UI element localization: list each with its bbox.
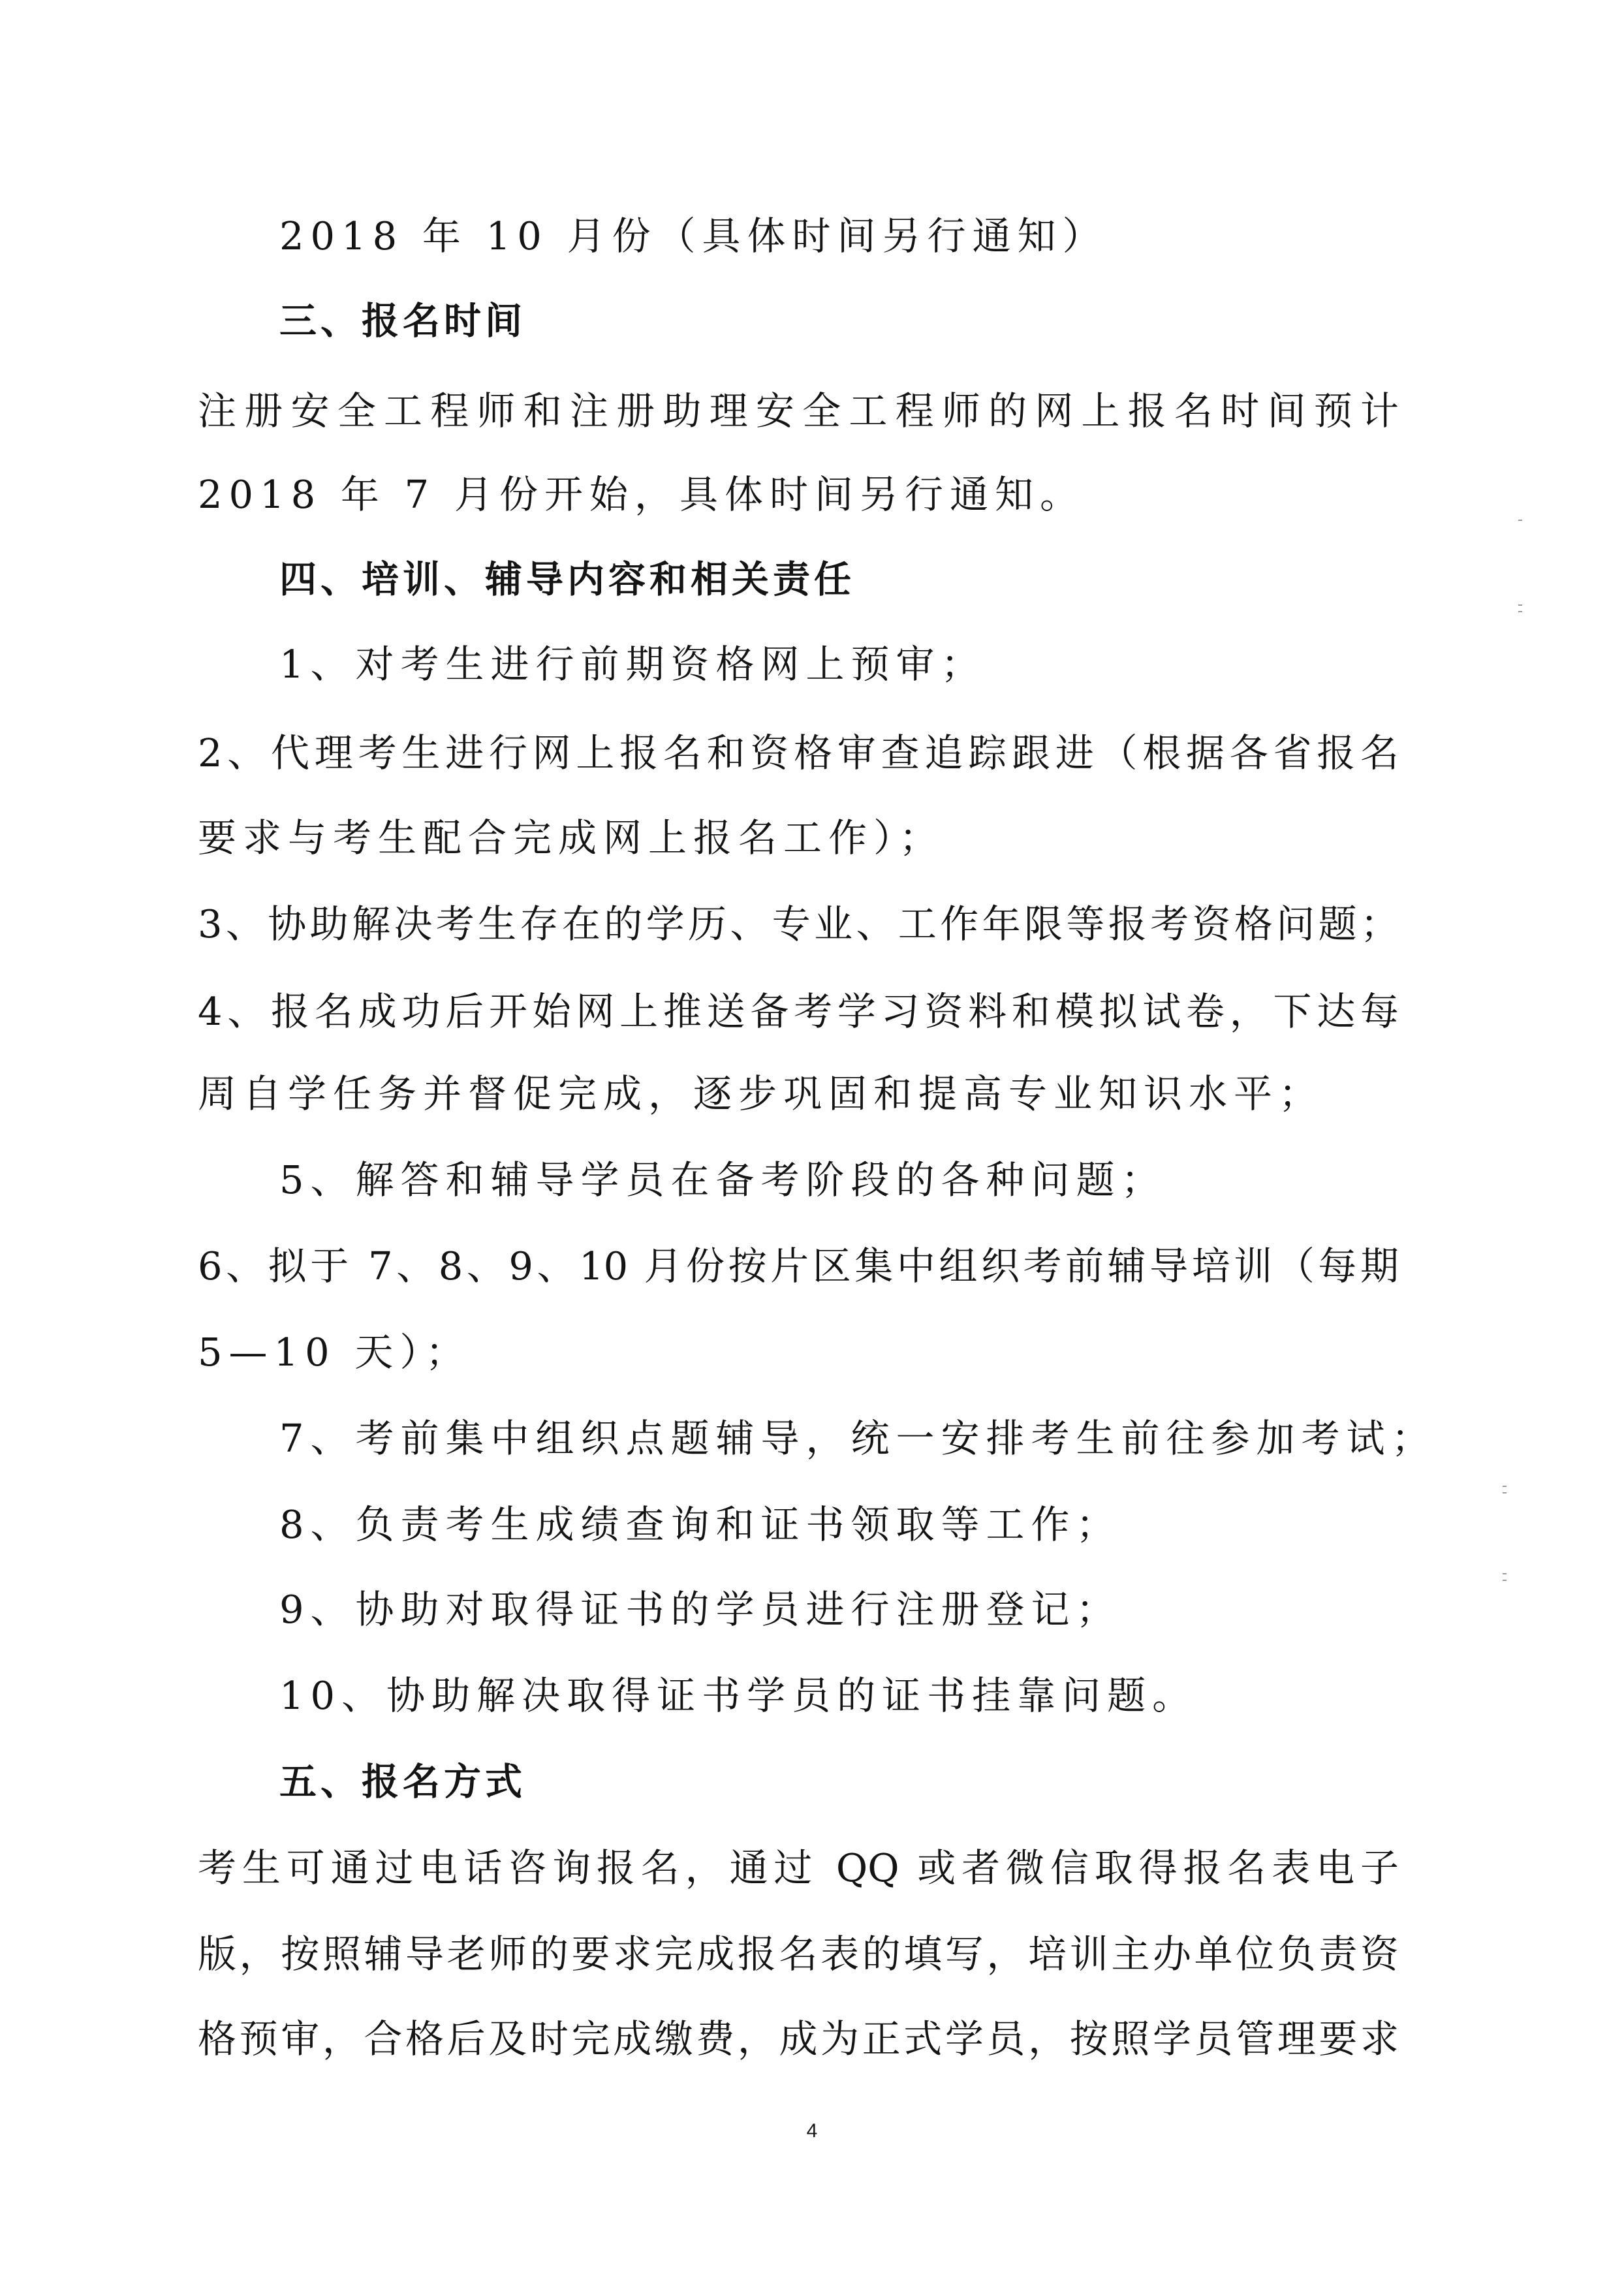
list-item: 9、协助对取得证书的学员进行注册登记； xyxy=(279,1587,1121,1632)
text-line: 版，按照辅导老师的要求完成报名表的填写，培训主办单位负责资 xyxy=(198,1931,1399,1977)
scan-speck xyxy=(1503,1492,1507,1493)
text-line: 格预审，合格后及时完成缴费，成为正式学员，按照学员管理要求 xyxy=(198,2016,1399,2061)
section-heading: 五、报名方式 xyxy=(279,1760,526,1804)
page-number: 4 xyxy=(806,2120,818,2142)
list-item: 3、协助解决考生存在的学历、专业、工作年限等报考资格问题； xyxy=(198,901,1399,946)
text-line: 2018 年 10 月份（具体时间另行通知） xyxy=(279,213,1108,258)
scan-speck xyxy=(1503,1580,1507,1581)
list-item: 5、解答和辅导学员在备考阶段的各种问题； xyxy=(279,1157,1166,1202)
list-item: 10、协助解决取得证书学员的证书挂靠问题。 xyxy=(279,1673,1198,1718)
text-line: 2018 年 7 月份开始，具体时间另行通知。 xyxy=(198,472,1085,517)
scan-speck xyxy=(1503,1573,1507,1574)
scan-speck xyxy=(1518,611,1522,612)
section-heading: 三、报名时间 xyxy=(279,300,526,343)
scan-speck xyxy=(1518,520,1522,521)
list-item: 6、拟于 7、8、9、10 月份按片区集中组织考前辅导培训（每期 xyxy=(198,1243,1399,1289)
text-line: 5—10 天）； xyxy=(198,1330,471,1375)
text-line: 周自学任务并督促完成，逐步巩固和提高专业知识水平； xyxy=(198,1071,1324,1116)
text-line: 考生可通过电话咨询报名，通过 QQ 或者微信取得报名表电子 xyxy=(198,1845,1399,1890)
text-line: 注册安全工程师和注册助理安全工程师的网上报名时间预计 xyxy=(198,388,1399,433)
list-item: 2、代理考生进行网上报名和资格审查追踪跟进（根据各省报名 xyxy=(198,730,1399,775)
text-line: 要求与考生配合完成网上报名工作）； xyxy=(198,815,945,860)
scan-speck xyxy=(1518,604,1522,606)
list-item: 8、负责考生成绩查询和证书领取等工作； xyxy=(279,1502,1121,1547)
list-item: 1、对考生进行前期资格网上预审； xyxy=(279,642,986,687)
list-item: 4、报名成功后开始网上推送备考学习资料和模拟试卷，下达每 xyxy=(198,989,1399,1034)
scan-speck xyxy=(1503,1486,1507,1487)
list-item: 7、考前集中组织点题辅导，统一安排考生前往参加考试； xyxy=(279,1416,1437,1461)
section-heading: 四、培训、辅导内容和相关责任 xyxy=(279,558,855,601)
